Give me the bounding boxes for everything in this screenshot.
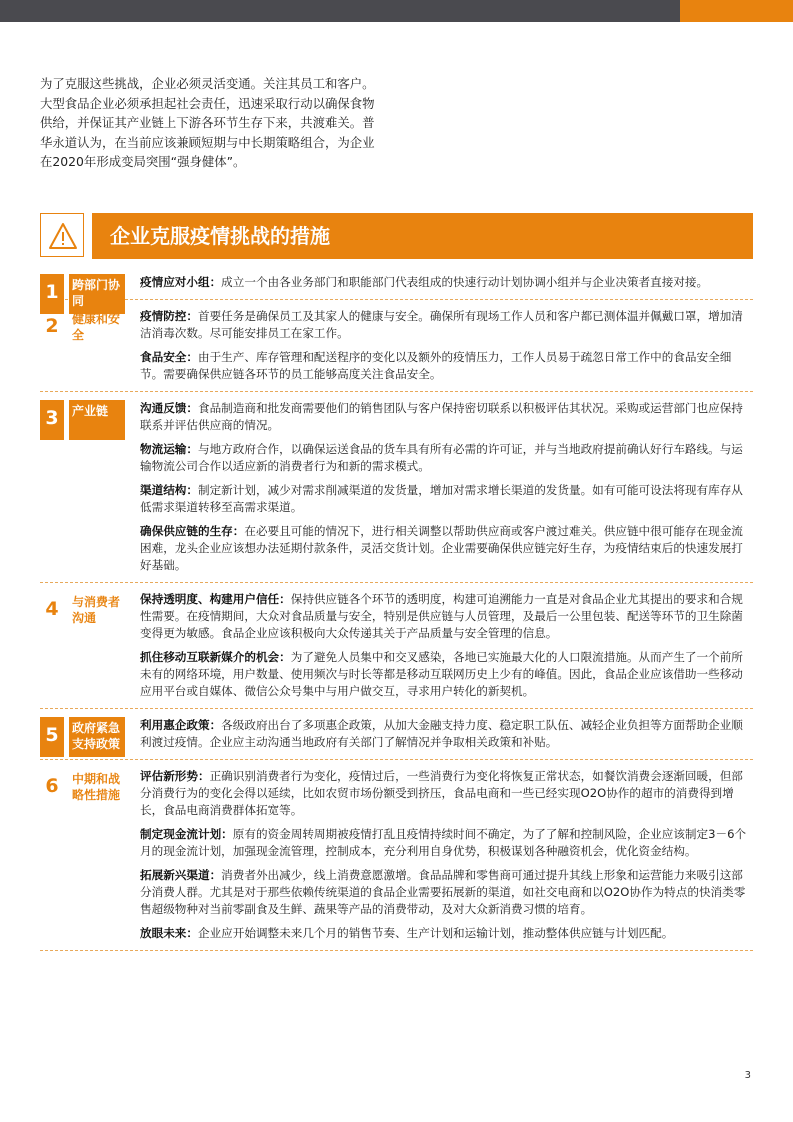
section-banner (40, 213, 753, 259)
item-label: 放眼未来： (140, 926, 198, 940)
item-text: 首要任务是确保员工及其家人的健康与安全。确保所有现场工作人员和客户都已测体温并佩戴口罩，增加清洁消毒次数。尽可能安排员工在家工作。 (140, 309, 743, 340)
measure-section-5 (40, 709, 753, 760)
section-title: 跨部门协同 (69, 274, 125, 314)
item-text: 各级政府出台了多项惠企政策，从加大金融支持力度、稳定职工队伍、减轻企业负担等方面帮助企业顺利渡过疫情。企业应主动沟通当地政府有关部门了解情况并争取相关政策和补贴。 (140, 718, 743, 749)
measure-section-2 (40, 300, 753, 392)
page-number: 3 (744, 1070, 751, 1081)
item-label: 拓展新兴渠道： (140, 868, 222, 882)
item-text: 制定新计划，减少对需求削减渠道的发货量，增加对需求增长渠道的发货量。如有可能可设法将现有库存从低需求渠道转移至高需求渠道。 (140, 483, 743, 514)
measure-section-1 (40, 266, 753, 308)
list-item (140, 649, 753, 700)
list-item (140, 523, 753, 574)
list-item (140, 768, 753, 819)
item-text: 成立一个由各业务部门和职能部门代表组成的快速行动计划协调小组并与企业决策者直接对接。 (221, 275, 709, 289)
item-label: 确保供应链的生存： (140, 524, 245, 538)
item-text: 企业应开始调整未来几个月的销售节奏、生产计划和运输计划，推动整体供应链与计划匹配。 (197, 926, 674, 940)
list-item (140, 717, 753, 751)
section-title: 中期和战略性措施 (72, 772, 121, 802)
item-text: 消费者外出减少，线上消费意愿激增。食品品牌和零售商可通过提升其线上形象和运营能力来吸引这部分消费人群。尤其是对于那些依赖传统渠道的食品企业需要拓展新的渠道，如社交电商和以O2O协作为特点的快消类零售超级物种对当前零副食及生鲜、蔬果等产品的消费带动，及对大众新消费习惯的培育。 (140, 868, 746, 916)
section-title: 与消费者沟通 (72, 595, 121, 625)
list-item (140, 591, 753, 642)
list-item (140, 482, 753, 516)
list-item (140, 274, 753, 291)
measure-section-3 (40, 392, 753, 583)
section-number: 5 (40, 717, 64, 757)
item-label: 保持透明度、构建用户信任： (140, 592, 291, 606)
item-label: 利用惠企政策： (140, 718, 222, 732)
item-text: 为了避免人员集中和交叉感染，各地已实施最大化的人口限流措施。从而产生了一个前所未有的网络环境，用户数量、使用频次与时长等都是移动互联网历史上少有的峰值。因此，食品企业应该借助一些移动应用平台或自媒体、微信公众号集中与用户做交互，寻求用户转化的新契机。 (140, 650, 743, 698)
warning-icon-box (40, 213, 84, 257)
item-label: 抓住移动互联新媒介的机会： (140, 650, 291, 664)
measures-list (40, 266, 753, 951)
list-item (140, 867, 753, 918)
section-number: 4 (45, 598, 59, 620)
item-label: 食品安全： (140, 350, 198, 364)
section-number: 3 (40, 400, 64, 440)
banner-title: 企业克服疫情挑战的措施 (92, 213, 753, 259)
list-item (140, 400, 753, 434)
item-text: 原有的资金周转周期被疫情打乱且疫情持续时间不确定，为了了解和控制风险，企业应该制定3－6个月的现金流计划，加强现金流管理，控制成本，充分利用自身优势，积极谋划各种融资机会，优化资金结构。 (140, 827, 747, 858)
item-label: 沟通反馈： (140, 401, 198, 415)
list-item (140, 925, 753, 942)
intro-paragraph: 为了克服这些挑战，企业必须灵活变通。关注其员工和客户。大型食品企业必须承担起社会责任，迅速采取行动以确保食物供给，并保证其产业链上下游各环节生存下来，共渡难关。普华永道认为，在当前应该兼顾短期与中长期策略组合，为企业在2020年形成变局突围“强身健体”。 (40, 76, 375, 169)
measure-section-4 (40, 583, 753, 709)
item-label: 评估新形势： (140, 769, 210, 783)
list-item (140, 308, 753, 342)
item-label: 制定现金流计划： (140, 827, 233, 841)
measure-section-6 (40, 760, 753, 951)
item-label: 疫情应对小组： (140, 275, 222, 289)
section-number: 1 (40, 274, 64, 314)
item-text: 正确识别消费者行为变化，疫情过后，一些消费行为变化将恢复正常状态，如餐饮消费会逐渐回暖，但部分消费行为的变化会得以延续，比如农贸市场份额受到挤压，食品电商和一些已经实现O2O协作的超市的消费得到增长，食品电商消费群体拓宽等。 (140, 769, 743, 817)
item-label: 物流运输： (140, 442, 198, 456)
header-accent (680, 0, 793, 22)
section-title: 政府紧急支持政策 (69, 717, 125, 757)
warning-triangle-icon (48, 221, 78, 251)
item-label: 疫情防控： (140, 309, 198, 323)
list-item (140, 826, 753, 860)
section-title: 产业链 (69, 400, 125, 440)
section-number: 6 (45, 775, 59, 797)
item-text: 保持供应链各个环节的透明度，构建可追溯能力一直是对食品企业尤其提出的要求和合规性需要。在疫情期间，大众对食品质量与安全，特别是供应链与人员管理，及最后一公里包装、配送等环节的卫生除菌变得更为敏感。食品企业应该积极向大众传递其关于产品质量与安全管理的信息。 (140, 592, 743, 640)
section-title: 健康和安全 (72, 312, 121, 342)
section-number: 2 (45, 315, 59, 337)
list-item (140, 441, 753, 475)
list-item (140, 349, 753, 383)
item-text: 食品制造商和批发商需要他们的销售团队与客户保持密切联系以积极评估其状况。采购或运营部门也应保持联系并评估供应商的情况。 (140, 401, 743, 432)
item-text: 与地方政府合作，以确保运送食品的货车具有所有必需的许可证，并与当地政府提前确认好行车路线。与运输物流公司合作以适应新的消费者行为和新的需求模式。 (140, 442, 743, 473)
item-label: 渠道结构： (140, 483, 198, 497)
header-bar (0, 0, 793, 22)
item-text: 由于生产、库存管理和配送程序的变化以及额外的疫情压力，工作人员易于疏忽日常工作中的食品安全细节。需要确保供应链各环节的员工能够高度关注食品安全。 (140, 350, 732, 381)
item-text: 在必要且可能的情况下，进行相关调整以帮助供应商或客户渡过难关。供应链中很可能存在现金流困难，龙头企业应该想办法延期付款条件，灵活交货计划。企业需要确保供应链完好生存，为疫情结束后的快速发展打好基础。 (140, 524, 743, 572)
